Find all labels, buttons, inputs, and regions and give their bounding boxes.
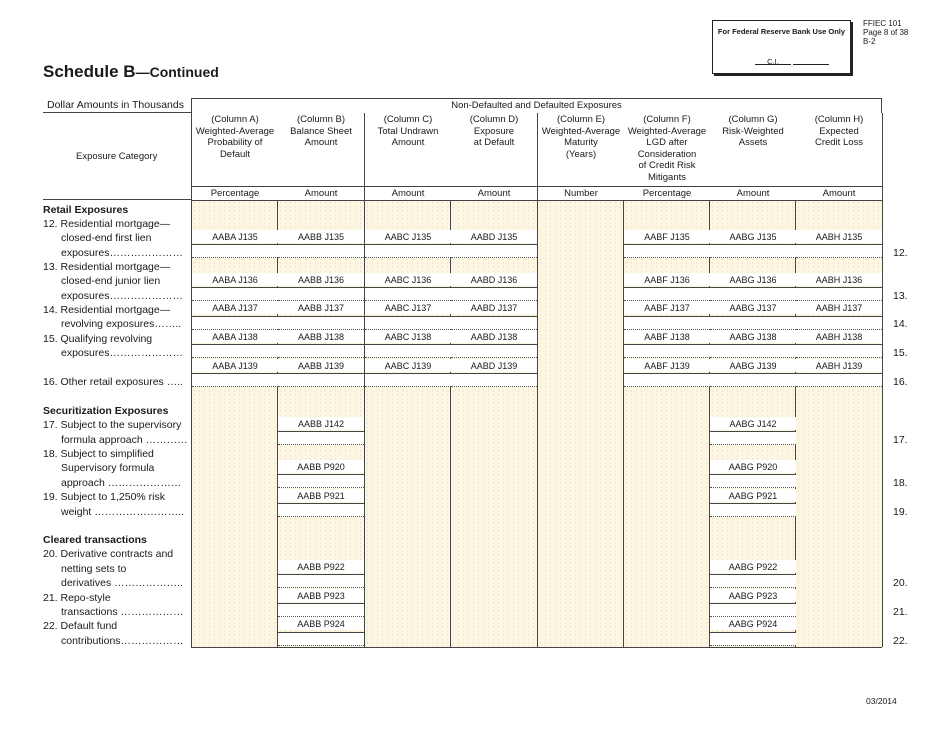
row-number-17: 17. [893, 434, 908, 446]
r16-column-a-code: AABA J139 [192, 359, 278, 372]
column-e-header-l1: (Column E) [556, 114, 606, 125]
column-e-unit: Number [538, 186, 624, 201]
r15-column-g-code: AABG J138 [710, 330, 796, 343]
r15-column-a-code: AABA J138 [192, 330, 278, 343]
column-f-header-l6: Mitigants [647, 171, 686, 183]
r15-column-a-input[interactable] [192, 344, 278, 358]
r13-column-c-code: AABC J136 [365, 273, 451, 286]
r12-column-d-code: AABD J135 [451, 230, 537, 243]
row-20-label-2: netting sets to [61, 563, 127, 575]
exposure-category-header: Exposure Category [76, 151, 158, 162]
r12-column-g-code: AABG J135 [710, 230, 796, 243]
row-14-label: 14. Residential mortgage— [43, 304, 171, 316]
column-d-unit: Amount [451, 186, 537, 201]
r15-column-d-input[interactable] [451, 344, 537, 358]
r16-column-d-code: AABD J139 [451, 359, 537, 372]
r13-column-c-input[interactable] [365, 287, 451, 301]
row-number-14: 14. [893, 318, 908, 330]
r14-column-b-input[interactable] [278, 316, 364, 330]
r12-column-f-code: AABF J135 [624, 230, 710, 243]
r13-column-d-code: AABD J136 [451, 273, 537, 286]
section-securitization: Securitization Exposures [43, 405, 169, 417]
r12-column-a-code: AABA J135 [192, 230, 278, 243]
column-a-header [192, 114, 278, 186]
form-number: FFIEC 101 [863, 19, 902, 28]
column-g-header-l2: Risk-Weighted [722, 125, 784, 137]
r18-column-b-input[interactable] [278, 474, 364, 488]
r16-column-g-code: AABG J139 [710, 359, 796, 372]
r13-column-b-input[interactable] [278, 287, 364, 301]
column-g-header [710, 114, 796, 186]
r16-column-c-code: AABC J139 [365, 359, 451, 372]
r12-column-d-input[interactable] [451, 244, 537, 258]
column-a-header-l2: Weighted-Average [195, 125, 275, 137]
column-b-unit: Amount [278, 186, 364, 201]
row-18-label: 18. Subject to simplified [43, 448, 154, 460]
column-h-header [796, 114, 882, 186]
row-13-label-2: closed-end junior lien [61, 275, 161, 287]
column-f-header-l3: LGD after [646, 137, 688, 148]
table-bottom-rule [191, 647, 882, 648]
r14-column-g-input[interactable] [710, 316, 796, 330]
r16-column-c-input[interactable] [365, 373, 451, 387]
row-17-label: 17. Subject to the supervisory [43, 419, 182, 431]
r13-column-f-code: AABF J136 [624, 273, 710, 286]
column-h-header-l3: Credit Loss [814, 137, 864, 148]
r14-column-f-input[interactable] [624, 316, 710, 330]
row-21-label-2: transactions ……………… [61, 606, 184, 618]
row-number-20: 20. [893, 577, 908, 589]
row-12-label: 12. Residential mortgage— [43, 218, 171, 230]
r22-column-g-input[interactable] [710, 632, 796, 646]
group-header: Non-Defaulted and Defaulted Exposures [191, 98, 882, 114]
row-number-22: 22. [893, 635, 908, 647]
column-a-header-l1: (Column A) [211, 114, 259, 125]
r14-column-f-code: AABF J137 [624, 301, 710, 314]
r12-column-c-input[interactable] [365, 244, 451, 258]
column-d-header-l1: (Column D) [469, 114, 519, 125]
column-b-header [278, 114, 364, 186]
r14-column-c-input[interactable] [365, 316, 451, 330]
r19-column-b-input[interactable] [278, 503, 364, 517]
r12-column-a-input[interactable] [192, 244, 278, 258]
r15-column-g-input[interactable] [710, 344, 796, 358]
column-c-header [365, 114, 451, 186]
row-19-label-2: weight …………………….. [61, 506, 185, 518]
r16-column-f-input[interactable] [624, 373, 710, 387]
r12-column-b-code: AABB J135 [278, 230, 364, 243]
r16-column-a-input[interactable] [192, 373, 278, 387]
r14-column-h-input[interactable] [796, 316, 882, 330]
page-code: B-2 [863, 37, 876, 46]
r16-column-f-code: AABF J139 [624, 359, 710, 372]
section-cleared: Cleared transactions [43, 534, 147, 546]
r19-column-g-code: AABG P921 [710, 489, 796, 502]
column-d-header [451, 114, 537, 186]
r16-column-b-input[interactable] [278, 373, 364, 387]
column-e-header-l2: Weighted-Average [541, 125, 621, 137]
row-number-13: 13. [893, 290, 908, 302]
r13-column-h-code: AABH J136 [796, 273, 882, 286]
r15-column-c-code: AABC J138 [365, 330, 451, 343]
row-13-label-3: exposures………………… [61, 290, 183, 302]
r21-column-b-input[interactable] [278, 603, 364, 617]
row-14-label-2: revolving exposures…….. [61, 318, 182, 330]
page-title [43, 62, 219, 82]
row-12-label-2: closed-end first lien [61, 232, 152, 244]
column-c-unit: Amount [365, 186, 451, 201]
r15-column-f-input[interactable] [624, 344, 710, 358]
r19-column-g-input[interactable] [710, 503, 796, 517]
r12-column-c-code: AABC J135 [365, 230, 451, 243]
column-f-header-l2: Weighted-Average [627, 125, 707, 137]
row-number-15: 15. [893, 347, 908, 359]
r14-column-a-input[interactable] [192, 316, 278, 330]
r17-column-b-input[interactable] [278, 431, 364, 445]
column-a-header-l3: Probability of [207, 137, 263, 148]
column-d-header-l2: Exposure [473, 125, 515, 137]
row-19-label: 19. Subject to 1,250% risk [43, 491, 165, 503]
r16-column-g-input[interactable] [710, 373, 796, 387]
r20-column-g-code: AABG P922 [710, 560, 796, 573]
row-22-label: 22. Default fund [43, 620, 118, 632]
r14-column-d-code: AABD J137 [451, 301, 537, 314]
r15-column-h-code: AABH J138 [796, 330, 882, 343]
r14-column-h-code: AABH J137 [796, 301, 882, 314]
form-identifier [863, 19, 908, 46]
row-number-18: 18. [893, 477, 908, 489]
r14-column-d-input[interactable] [451, 316, 537, 330]
r13-column-a-code: AABA J136 [192, 273, 278, 286]
r16-column-b-code: AABB J139 [278, 359, 364, 372]
ci-field [755, 56, 829, 65]
column-a-unit: Percentage [192, 186, 278, 201]
r15-column-b-code: AABB J138 [278, 330, 364, 343]
column-g-header-l1: (Column G) [728, 114, 778, 125]
r13-column-a-input[interactable] [192, 287, 278, 301]
column-c-header-l1: (Column C) [383, 114, 433, 125]
r13-column-d-input[interactable] [451, 287, 537, 301]
r22-column-b-code: AABB P924 [278, 617, 364, 630]
r20-column-b-code: AABB P922 [278, 560, 364, 573]
r12-column-g-input[interactable] [710, 244, 796, 258]
header-rule-bottom [43, 199, 191, 200]
column-h-header-l2: Expected [819, 125, 859, 137]
row-number-19: 19. [893, 506, 908, 518]
column-e-header-l3: Maturity [564, 137, 598, 148]
column-c-header-l3: Amount [391, 137, 425, 148]
column-f-header-l4: Consideration [637, 148, 697, 160]
r12-column-f-input[interactable] [624, 244, 710, 258]
column-a-header-l4: Default [219, 148, 251, 160]
federal-reserve-use-box [712, 20, 851, 74]
r18-column-g-input[interactable] [710, 474, 796, 488]
r19-column-b-code: AABB P921 [278, 489, 364, 502]
column-f-header-l1: (Column F) [643, 114, 691, 125]
r14-column-c-code: AABC J137 [365, 301, 451, 314]
r15-column-d-code: AABD J138 [451, 330, 537, 343]
section-retail: Retail Exposures [43, 204, 129, 216]
row-20-label: 20. Derivative contracts and [43, 548, 174, 560]
r16-column-d-input[interactable] [451, 373, 537, 387]
column-d-header-l3: at Default [473, 137, 515, 148]
column-h-unit: Amount [796, 186, 882, 201]
row-number-12: 12. [893, 247, 908, 259]
row-18-label-2: Supervisory formula [61, 462, 155, 474]
r12-column-h-input[interactable] [796, 244, 882, 258]
r15-column-c-input[interactable] [365, 344, 451, 358]
column-e-header [538, 114, 624, 186]
row-21-label: 21. Repo-style [43, 592, 111, 604]
footer-date: 03/2014 [866, 696, 897, 706]
r16-column-h-input[interactable] [796, 373, 882, 387]
r20-column-g-input[interactable] [710, 574, 796, 588]
r21-column-g-code: AABG P923 [710, 589, 796, 602]
row-22-label-2: contributions……………… [61, 635, 184, 647]
column-c-header-l2: Total Undrawn [377, 125, 439, 137]
r17-column-b-code: AABB J142 [278, 417, 364, 430]
r17-column-g-code: AABG J142 [710, 417, 796, 430]
r13-column-h-input[interactable] [796, 287, 882, 301]
row-18-label-3: approach ………………… [61, 477, 182, 489]
row-15-label: 15. Qualifying revolving [43, 333, 153, 345]
r12-column-h-code: AABH J135 [796, 230, 882, 243]
column-f-unit: Percentage [624, 186, 710, 201]
column-g-unit: Amount [710, 186, 796, 201]
column-f-header [624, 114, 710, 186]
row-12-label-3: exposures………………… [61, 247, 183, 259]
r13-column-g-input[interactable] [710, 287, 796, 301]
r15-column-f-code: AABF J138 [624, 330, 710, 343]
title-suffix: —Continued [135, 64, 219, 80]
r22-column-g-code: AABG P924 [710, 617, 796, 630]
r12-column-b-input[interactable] [278, 244, 364, 258]
r21-column-b-code: AABB P923 [278, 589, 364, 602]
r18-column-g-code: AABG P920 [710, 460, 796, 473]
r13-column-g-code: AABG J136 [710, 273, 796, 286]
r20-column-b-input[interactable] [278, 574, 364, 588]
r14-column-b-code: AABB J137 [278, 301, 364, 314]
fed-box-title: For Federal Reserve Bank Use Only [717, 27, 846, 36]
ci-blank[interactable] [793, 57, 829, 65]
row-17-label-2: formula approach ………… [61, 434, 188, 446]
row-13-label: 13. Residential mortgage— [43, 261, 171, 273]
row-20-label-3: derivatives ……………….. [61, 577, 183, 589]
row-number-16: 16. [893, 376, 908, 388]
column-e-header-l4: (Years) [565, 148, 597, 160]
title-main: Schedule B [43, 62, 136, 81]
row-15-label-2: exposures………………… [61, 347, 183, 359]
column-g-header-l3: Assets [738, 137, 768, 148]
column-f-header-l5: of Credit Risk [638, 160, 696, 171]
r21-column-g-input[interactable] [710, 603, 796, 617]
r17-column-g-input[interactable] [710, 431, 796, 445]
row-number-21: 21. [893, 606, 908, 618]
r18-column-b-code: AABB P920 [278, 460, 364, 473]
ci-label: C.I. [755, 57, 791, 65]
r22-column-b-input[interactable] [278, 632, 364, 646]
r15-column-h-input[interactable] [796, 344, 882, 358]
r13-column-f-input[interactable] [624, 287, 710, 301]
r16-column-h-code: AABH J139 [796, 359, 882, 372]
row-16-label: 16. Other retail exposures ….. [43, 376, 184, 388]
dollar-amounts-label: Dollar Amounts in Thousands [47, 99, 184, 111]
r14-column-g-code: AABG J137 [710, 301, 796, 314]
page-number: Page 8 of 38 [863, 28, 909, 37]
column-b-header-l2: Balance Sheet [290, 125, 352, 137]
r14-column-a-code: AABA J137 [192, 301, 278, 314]
column-h-header-l1: (Column H) [814, 114, 864, 125]
column-b-header-l1: (Column B) [296, 114, 346, 125]
column-b-header-l3: Amount [304, 137, 338, 148]
r13-column-b-code: AABB J136 [278, 273, 364, 286]
r15-column-b-input[interactable] [278, 344, 364, 358]
header-rule [43, 112, 191, 113]
